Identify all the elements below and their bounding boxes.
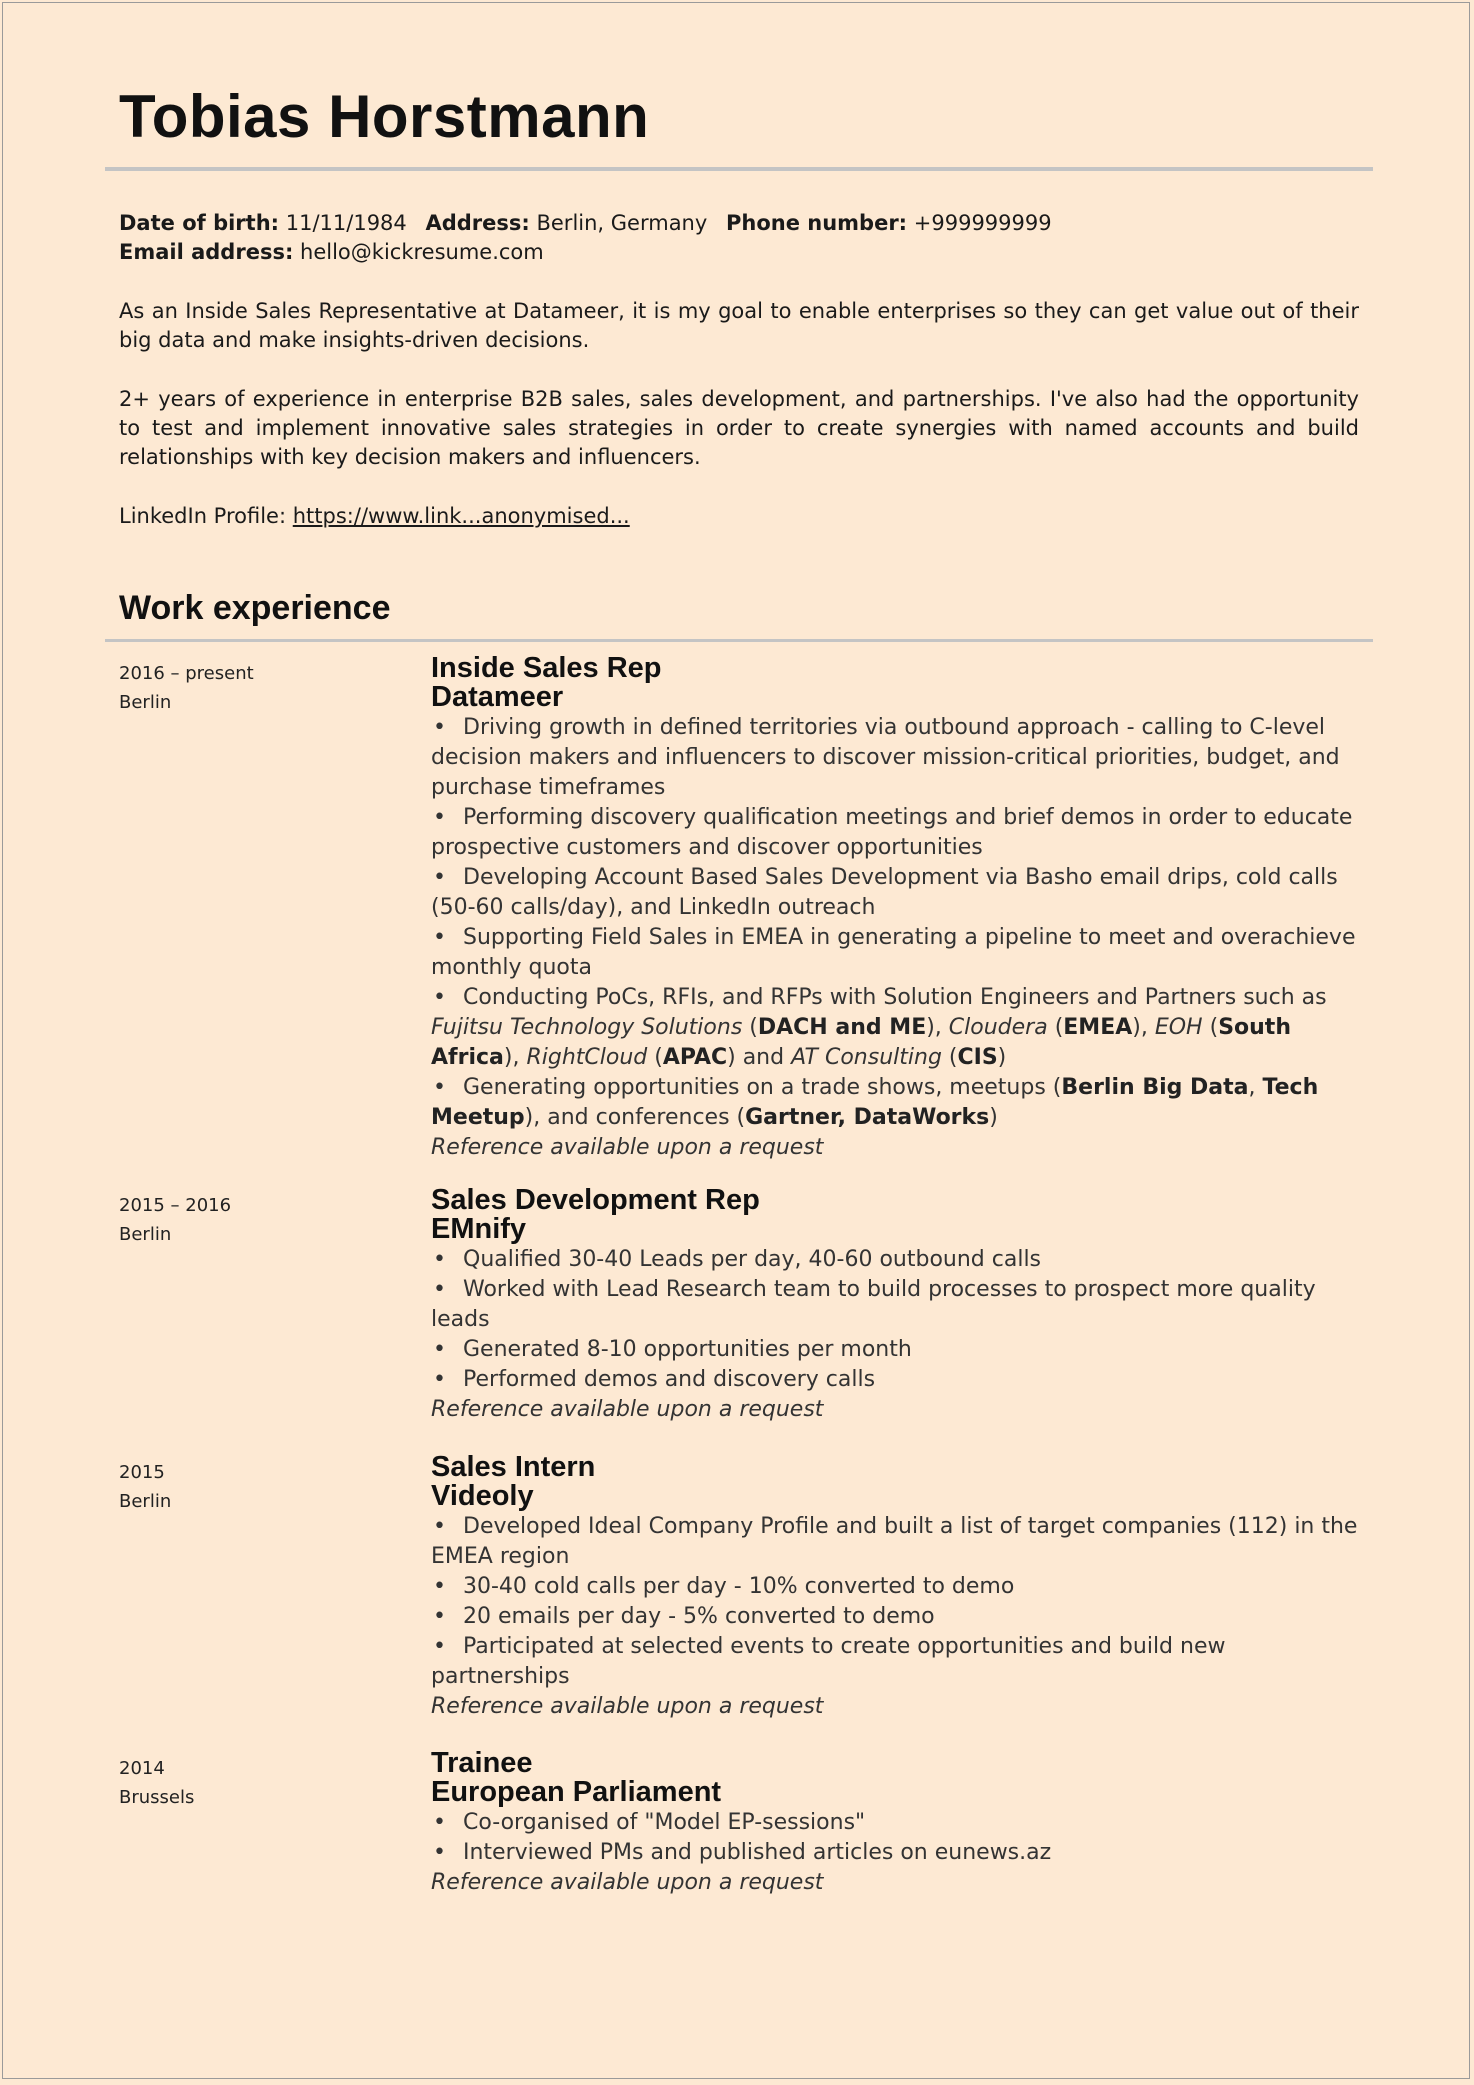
job-dates: 2014: [119, 1758, 165, 1779]
bullet-icon: •: [433, 925, 446, 950]
bullet-icon: •: [433, 1574, 446, 1599]
bullet-icon: •: [433, 1514, 446, 1539]
work-divider: [105, 639, 1373, 642]
address-value: Berlin, Germany: [536, 211, 708, 235]
list-item: • Interviewed PMs and published articles on eunews.az: [431, 1838, 1371, 1868]
resume-page: [2, 2, 1470, 2079]
job-meta: [119, 1754, 194, 1812]
list-item: • 20 emails per day - 5% converted to demo: [431, 1602, 1371, 1632]
bullet-icon: •: [433, 985, 446, 1010]
email-label: Email address:: [119, 240, 294, 264]
job-title: Sales Development Rep: [431, 1184, 760, 1216]
list-item: • Co-organised of "Model EP-sessions": [431, 1808, 1371, 1838]
job-company: Datameer: [431, 681, 564, 713]
bullet-icon: •: [433, 1277, 446, 1302]
list-item: • Driving growth in defined territories via outbound approach - calling to C-level decision makers and influencers to discover mission-critical priorities, budget, and purchase timeframes: [431, 715, 1340, 800]
linkedin-label: LinkedIn Profile:: [119, 504, 287, 528]
candidate-name: Tobias Horstmann: [119, 83, 650, 150]
list-item: • Performed demos and discovery calls: [431, 1365, 1371, 1395]
job-items: [431, 1245, 1371, 1395]
summary-paragraph-1: As an Inside Sales Representative at Datameer, it is my goal to enable enterprises so they can get value out of their big data and make insights-driven decisions.: [119, 299, 1359, 352]
job-location: Brussels: [119, 1787, 195, 1808]
job-items: [431, 1512, 1371, 1692]
job-meta: [119, 659, 254, 717]
header-divider: [105, 167, 1373, 171]
job-location: Berlin: [119, 1224, 172, 1245]
list-item: • Generated 8-10 opportunities per month: [431, 1335, 1371, 1365]
summary-paragraph-2: 2+ years of experience in enterprise B2B sales, sales development, and partnerships. I've also had the opportunity to test and implement innovative sales strategies in order to create synergies with named accounts and build relationships with key decision makers and influencers.: [119, 387, 1359, 469]
bullet-icon: •: [433, 1247, 446, 1272]
bullet-icon: •: [433, 1367, 446, 1392]
job-dates: 2015 – 2016: [119, 1195, 232, 1216]
list-item: • Worked with Lead Research team to build processes to prospect more quality leads: [431, 1277, 1316, 1332]
list-item: • Qualified 30-40 Leads per day, 40-60 outbound calls: [431, 1245, 1371, 1275]
bullet-icon: •: [433, 865, 446, 890]
job-content: [431, 1452, 1371, 1722]
job-company: EMnify: [431, 1213, 527, 1245]
job-reference: Reference available upon a request: [431, 1870, 824, 1895]
job-meta: [119, 1458, 171, 1516]
email-value: hello@kickresume.com: [300, 240, 544, 264]
intro-section: [119, 209, 1359, 531]
phone-label: Phone number:: [725, 211, 908, 235]
linkedin-line: [119, 502, 1359, 531]
job-title: Trainee: [431, 1747, 533, 1779]
address-label: Address:: [425, 211, 530, 235]
dob-label: Date of birth:: [119, 211, 280, 235]
bullet-icon: •: [433, 715, 446, 740]
contact-line-2: [119, 238, 1359, 267]
bullet-icon: •: [433, 1337, 446, 1362]
job-content: [431, 1185, 1371, 1425]
linkedin-link[interactable]: https://www.link...anonymised...: [292, 504, 630, 528]
list-item: • Generating opportunities on a trade shows, meetups (Berlin Big Data, Tech Meetup), and conferences (Gartner, DataWorks): [431, 1075, 1319, 1130]
job-company: Videoly: [431, 1480, 534, 1512]
contact-line-1: [119, 209, 1359, 238]
list-item: • Participated at selected events to create opportunities and build new partnerships: [431, 1634, 1226, 1689]
job-reference: Reference available upon a request: [431, 1135, 824, 1160]
job-content: [431, 1748, 1371, 1898]
job-title: Sales Intern: [431, 1451, 596, 1483]
job-dates: 2015: [119, 1462, 165, 1483]
job-items: [431, 1808, 1371, 1868]
list-item: • Conducting PoCs, RFIs, and RFPs with Solution Engineers and Partners such as Fujitsu Technology Solutions (DACH and ME), Cloudera (EMEA), EOH (South Africa), RightCloud (APAC) and AT Consulting (CIS): [431, 985, 1327, 1070]
job-reference: Reference available upon a request: [431, 1694, 824, 1719]
list-item: • 30-40 cold calls per day - 10% converted to demo: [431, 1572, 1371, 1602]
bullet-icon: •: [433, 1840, 446, 1865]
job-location: Berlin: [119, 1491, 172, 1512]
job-items: [431, 713, 1371, 1133]
job-meta: [119, 1191, 231, 1249]
list-item: • Developed Ideal Company Profile and built a list of target companies (112) in the EMEA region: [431, 1514, 1358, 1569]
job-dates: 2016 – present: [119, 663, 254, 684]
bullet-icon: •: [433, 1634, 446, 1659]
list-item: • Developing Account Based Sales Development via Basho email drips, cold calls (50-60 calls/day), and LinkedIn outreach: [431, 865, 1338, 920]
bullet-icon: •: [433, 805, 446, 830]
phone-value: +999999999: [913, 211, 1052, 235]
job-content: [431, 653, 1371, 1163]
bullet-icon: •: [433, 1075, 446, 1100]
dob-value: 11/11/1984: [285, 211, 407, 235]
bullet-icon: •: [433, 1810, 446, 1835]
bullet-icon: •: [433, 1604, 446, 1629]
work-experience-heading: Work experience: [119, 589, 391, 627]
job-company: European Parliament: [431, 1776, 722, 1808]
job-location: Berlin: [119, 692, 172, 713]
job-title: Inside Sales Rep: [431, 652, 662, 684]
job-reference: Reference available upon a request: [431, 1397, 824, 1422]
list-item: • Performing discovery qualification meetings and brief demos in order to educate prospective customers and discover opportunities: [431, 805, 1353, 860]
list-item: • Supporting Field Sales in EMEA in generating a pipeline to meet and overachieve monthly quota: [431, 925, 1356, 980]
